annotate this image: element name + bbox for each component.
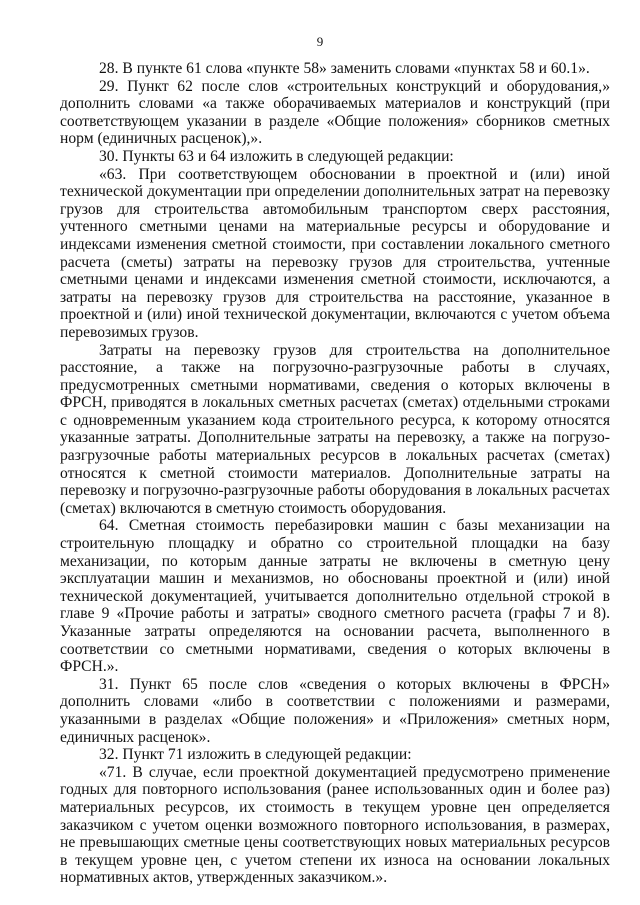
paragraph-clause-71: «71. В случае, если проектной документацией предусмотрено применение годных для повторного использования (ранее использованных один и более раз) материальных ресурсов, их стоимость в текущем уровне цен определяется заказчиком с учетом оценки возможного повторного использования, в размерах, не превышающих сметные цены соответствующих новых материальных ресурсов в текущем уровне цен, с учетом степени их износа на основании локальных нормативных актов, утвержденных заказчиком.». <box>60 763 610 887</box>
paragraph-clause-63-cont: Затраты на перевозку грузов для строительства на дополнительное расстояние, а также на погрузочно-разгрузочные работы в случаях, предусмотренных сметными нормативами, сведения о которых включены в ФРСН, приводятся в локальных сметных расчетах (сметах) отдельными строками с одновременным указанием кода строительного ресурса, к которому относятся указанные затраты. Дополнительные затраты на перевозку, а также на погрузо-разгрузочные работы материальных ресурсов в локальных расчетах (сметах) относятся к сметной стоимости материалов. Дополнительные затраты на перевозку и погрузочно-разгрузочные работы оборудования в локальных расчетах (сметах) включаются в сметную стоимость оборудования. <box>60 341 610 517</box>
page-number: 9 <box>316 34 324 49</box>
paragraph-item-29: 29. Пункт 62 после слов «строительных конструкций и оборудования,» дополнить словами «а также оборачиваемых материалов и конструкций (при соответствующем указании в разделе «Общие положения» сборников сметных норм (единичных расценок),». <box>60 77 610 148</box>
document-body <box>60 60 610 887</box>
paragraph-clause-63: «63. При соответствующем обосновании в проектной и (или) иной технической документации при определении дополнительных затрат на перевозку грузов для строительства автомобильным транспортом сверх расстояния, учтенного сметными ценами на материальные ресурсы и оборудование и индексами изменения сметной стоимости, при составлении локального сметного расчета (сметы) затраты на перевозку грузов для строительства, учтенные сметными ценами и индексами изменения сметной стоимости, исключаются, а затраты на перевозку грузов для строительства на расстояние, указанное в проектной и (или) иной технической документации, включаются с учетом объема перевозимых грузов. <box>60 165 610 341</box>
paragraph-item-28: 28. В пункте 61 слова «пункте 58» заменить словами «пунктах 58 и 60.1». <box>99 60 590 77</box>
paragraph-item-30: 30. Пункты 63 и 64 изложить в следующей редакции: <box>99 147 454 165</box>
paragraph-item-32: 32. Пункт 71 изложить в следующей редакции: <box>99 746 412 764</box>
paragraph-item-31: 31. Пункт 65 после слов «сведения о которых включены в ФРСН» дополнить словами «либо в соответствии с положениями и размерами, указанными в разделах «Общие положения» и «Приложения» сметных норм, единичных расценок». <box>60 675 610 746</box>
paragraph-clause-64: 64. Сметная стоимость перебазировки машин с базы механизации на строительную площадку и обратно со строительной площадки на базу механизации, по которым данные затраты не включены в сметную цену эксплуатации машин и механизмов, но обоснованы проектной и (или) иной технической документацией, учитывается дополнительно отдельной строкой в главе 9 «Прочие работы и затраты» сводного сметного расчета (графы 7 и 8). Указанные затраты определяются на основании расчета, выполненного в соответствии со сметными нормативами, сведения о которых включены в ФРСН.». <box>60 517 610 676</box>
